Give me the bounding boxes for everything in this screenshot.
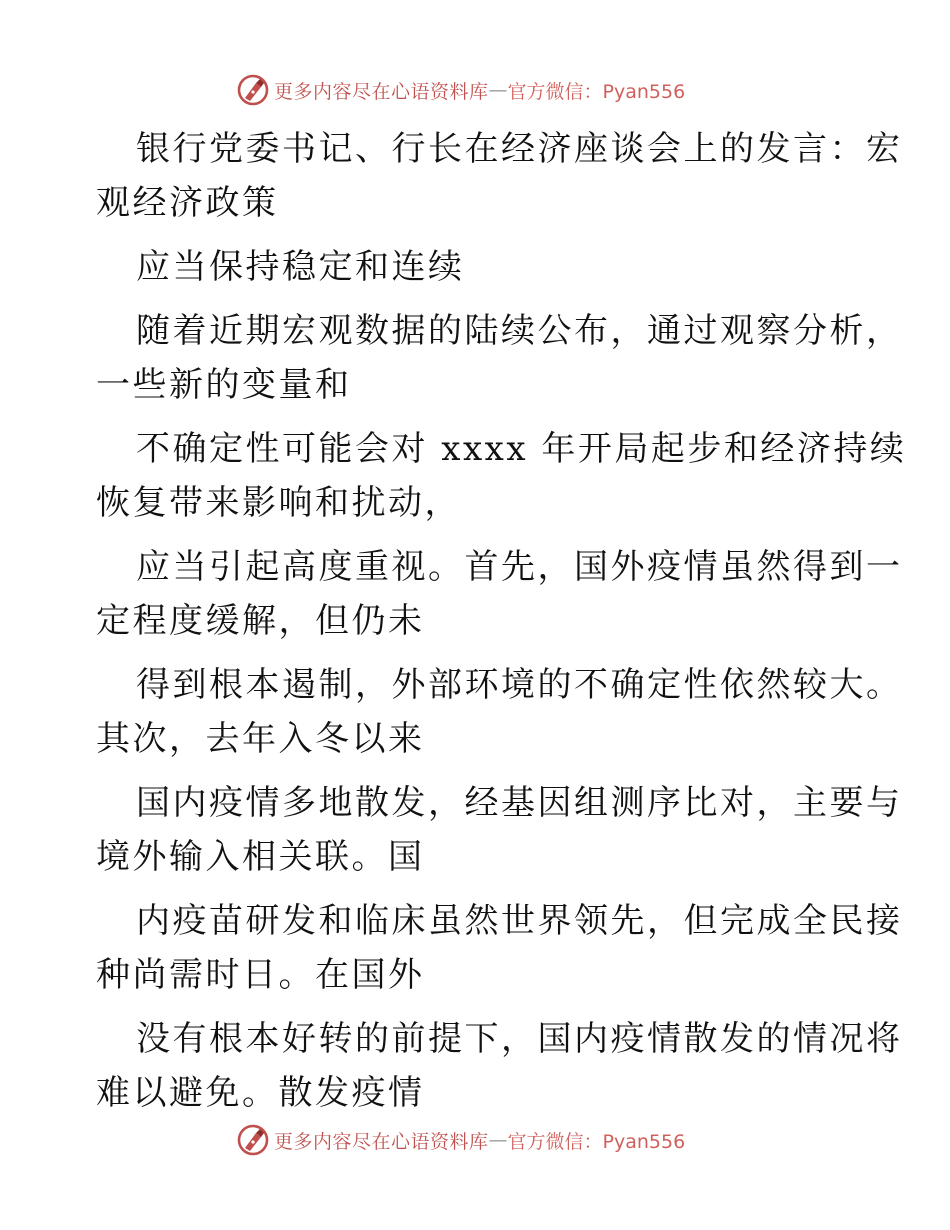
header-wechat-text: 官方微信：Pyan556 <box>507 80 686 103</box>
header-banner[interactable] <box>236 72 756 108</box>
text-line: 不确定性可能会对 xxxx 年开局起步和经济持续 <box>136 429 907 469</box>
text-line: 观经济政策 <box>96 183 279 223</box>
text-line: 得到根本遏制，外部环境的不确定性依然较大。 <box>136 665 903 705</box>
footer-banner[interactable] <box>236 1122 756 1158</box>
text-line: 内疫苗研发和临床虽然世界领先，但完成全民接 <box>136 901 903 941</box>
text-line: 难以避免。散发疫情 <box>96 1073 425 1113</box>
text-line: 没有根本好转的前提下，国内疫情散发的情况将 <box>136 1019 903 1059</box>
header-brand-text: 更多内容尽在心语资料库 <box>274 80 489 103</box>
footer-wechat-text: 官方微信：Pyan556 <box>507 1130 686 1153</box>
text-line: 银行党委书记、行长在经济座谈会上的发言：宏 <box>136 129 903 169</box>
pen-nib-logo-icon <box>236 1123 270 1157</box>
header-separator: — <box>488 79 508 101</box>
footer-brand-text: 更多内容尽在心语资料库 <box>274 1130 489 1153</box>
text-line: 随着近期宏观数据的陆续公布，通过观察分析， <box>136 311 903 351</box>
text-line: 应当保持稳定和连续 <box>136 247 465 287</box>
text-line: 恢复带来影响和扰动， <box>96 483 461 523</box>
footer-separator: — <box>488 1129 508 1151</box>
document-body <box>96 122 907 1120</box>
text-line: 一些新的变量和 <box>96 365 352 405</box>
pen-nib-logo-icon <box>236 73 270 107</box>
text-line: 定程度缓解，但仍未 <box>96 601 425 641</box>
text-line: 种尚需时日。在国外 <box>96 955 425 995</box>
text-line: 国内疫情多地散发，经基因组测序比对，主要与 <box>136 783 903 823</box>
text-line: 应当引起高度重视。首先，国外疫情虽然得到一 <box>136 547 903 587</box>
text-line: 境外输入相关联。国 <box>96 837 425 877</box>
text-line: 其次，去年入冬以来 <box>96 719 425 759</box>
